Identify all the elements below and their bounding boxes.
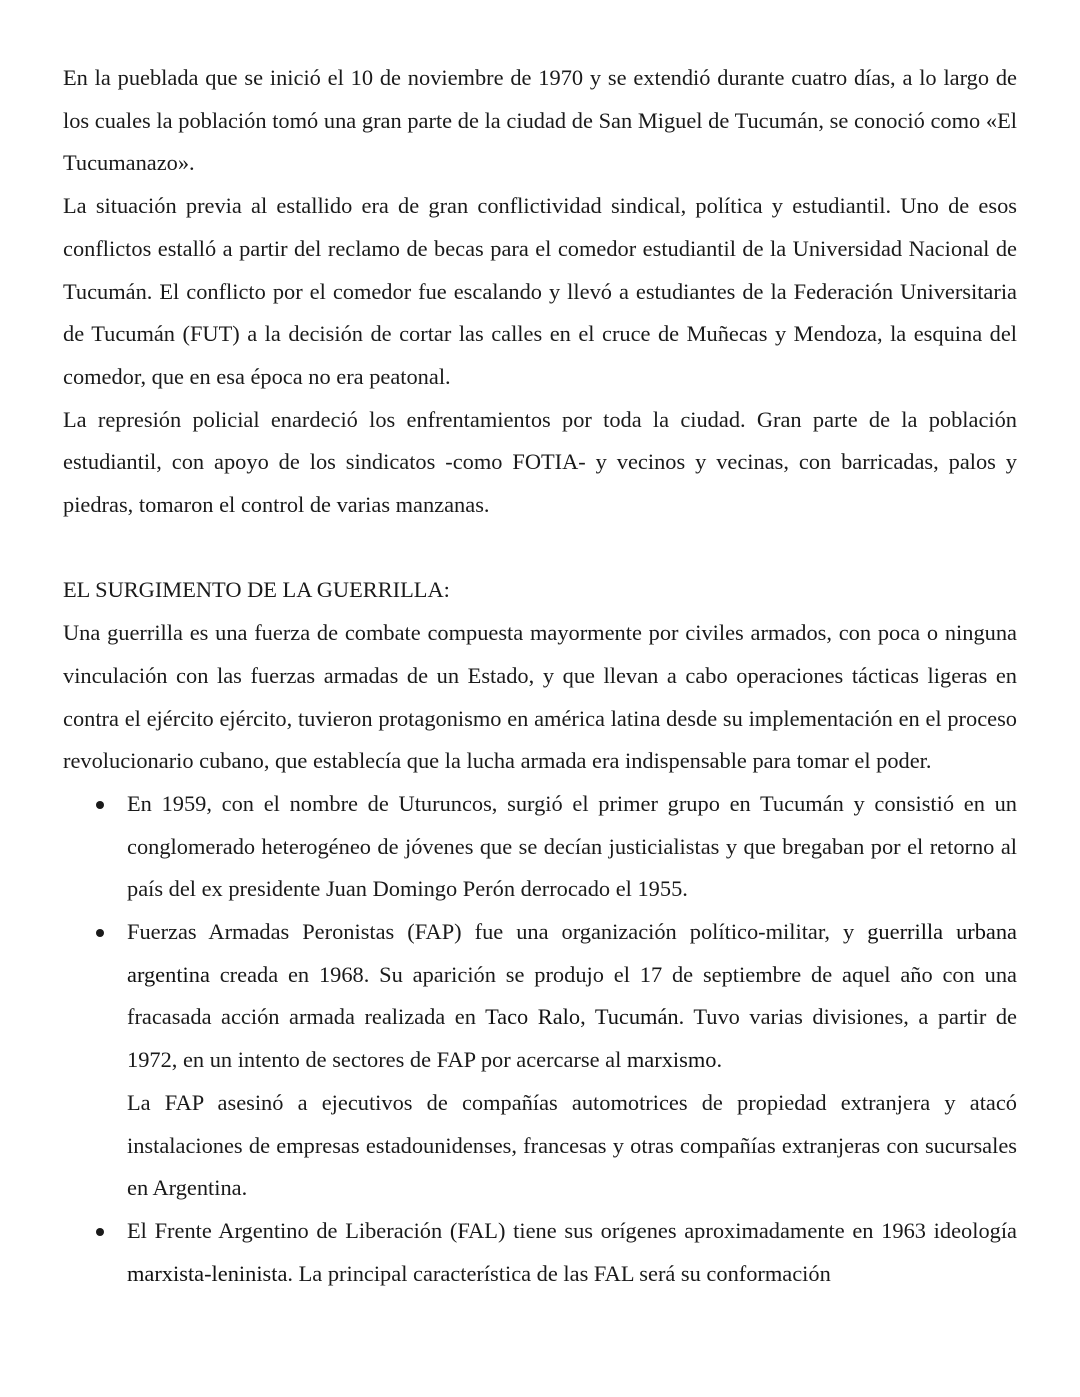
link-marxismo[interactable]: marxismo <box>626 1047 717 1073</box>
link-guerrilla-urbana[interactable]: guerrilla urbana argentina <box>127 919 1017 987</box>
text-run: El Frente Argentino de Liberación (FAL) tiene sus orígenes aproximadamente en 1963 ideología <box>127 1217 1017 1243</box>
link-tucuman[interactable]: Tucumán <box>594 1004 679 1030</box>
bullet-list <box>63 783 1017 1295</box>
text-run: creada en 1968. Su aparición se produjo el 17 de septiembre de aquel año con una fracasada acción armada realizada en <box>127 961 1017 1030</box>
document-page <box>63 57 1017 1295</box>
list-item-fap <box>63 911 1017 1210</box>
link-marxista-leninista[interactable]: marxista-leninista <box>127 1260 288 1286</box>
list-item-continuation: La FAP asesinó a ejecutivos de compañías automotrices de propiedad extranjera y atacó instalaciones de empresas estadounidenses, francesas y otras compañías extranjeras con sucursales en Argentina. <box>127 1089 1017 1201</box>
bullet-icon <box>96 1228 104 1236</box>
link-taco-ralo[interactable]: Taco Ralo <box>485 1004 581 1030</box>
text-run: Fuerzas Armadas Peronistas (FAP) fue una organización político-militar, y <box>127 919 868 945</box>
text-run: . Tuvo varias divisiones, a partir de 1972, en un intento de sectores de FAP por acercarse al <box>127 1004 1017 1073</box>
text-run: . La principal característica de las FAL será su conformación <box>287 1260 831 1286</box>
paragraph-tucumanazo: En la pueblada que se inició el 10 de noviembre de 1970 y se extendió durante cuatro días, a lo largo de los cuales la población tomó una gran parte de la ciudad de San Miguel de Tucumán, se conoció como «El Tucumanazo». <box>63 65 1017 176</box>
section-intro: Una guerrilla es una fuerza de combate compuesta mayormente por civiles armados, con poca o ninguna vinculación con las fuerzas armadas de un Estado, y que llevan a cabo operaciones tácticas ligeras en contra el ejército ejército, tuvieron protagonismo en américa latina desde su implementación en el proceso revolucionario cubano, que establecía que la lucha armada era indispensable para tomar el poder. <box>63 620 1017 774</box>
section-heading: EL SURGIMENTO DE LA GUERRILLA: <box>63 577 450 603</box>
text-run: . <box>716 1047 723 1073</box>
list-item-uturuncos <box>63 783 1017 911</box>
list-item-fal <box>63 1210 1017 1295</box>
list-item-text <box>127 1218 1017 1286</box>
text-run: , <box>580 1004 595 1030</box>
bullet-icon <box>96 929 104 937</box>
paragraph-represion: La represión policial enardeció los enfrentamientos por toda la ciudad. Gran parte de la población estudiantil, con apoyo de los sindicatos -como FOTIA- y vecinos y vecinas, con barricadas, palos y piedras, tomaron el control de varias manzanas. <box>63 406 1017 518</box>
bullet-icon <box>96 801 104 809</box>
list-item-text <box>127 919 1017 1072</box>
list-item-text: En 1959, con el nombre de Uturuncos, surgió el primer grupo en Tucumán y consistió en un conglomerado heterogéneo de jóvenes que se decían justicialistas y que bregaban por el retorno al país del ex presidente Juan Domingo Perón derrocado el 1955. <box>127 790 1017 902</box>
paragraph-situacion-previa: La situación previa al estallido era de gran conflictividad sindical, política y estudiantil. Uno de esos conflictos estalló a partir del reclamo de becas para el comedor estudiantil de la Universidad Nacional de Tucumán. El conflicto por el comedor fue escalando y llevó a estudiantes de la Federación Universitaria de Tucumán (FUT) a la decisión de cortar las calles en el cruce de Muñecas y Mendoza, la esquina del comedor, que en esa época no era peatonal. <box>63 193 1017 389</box>
